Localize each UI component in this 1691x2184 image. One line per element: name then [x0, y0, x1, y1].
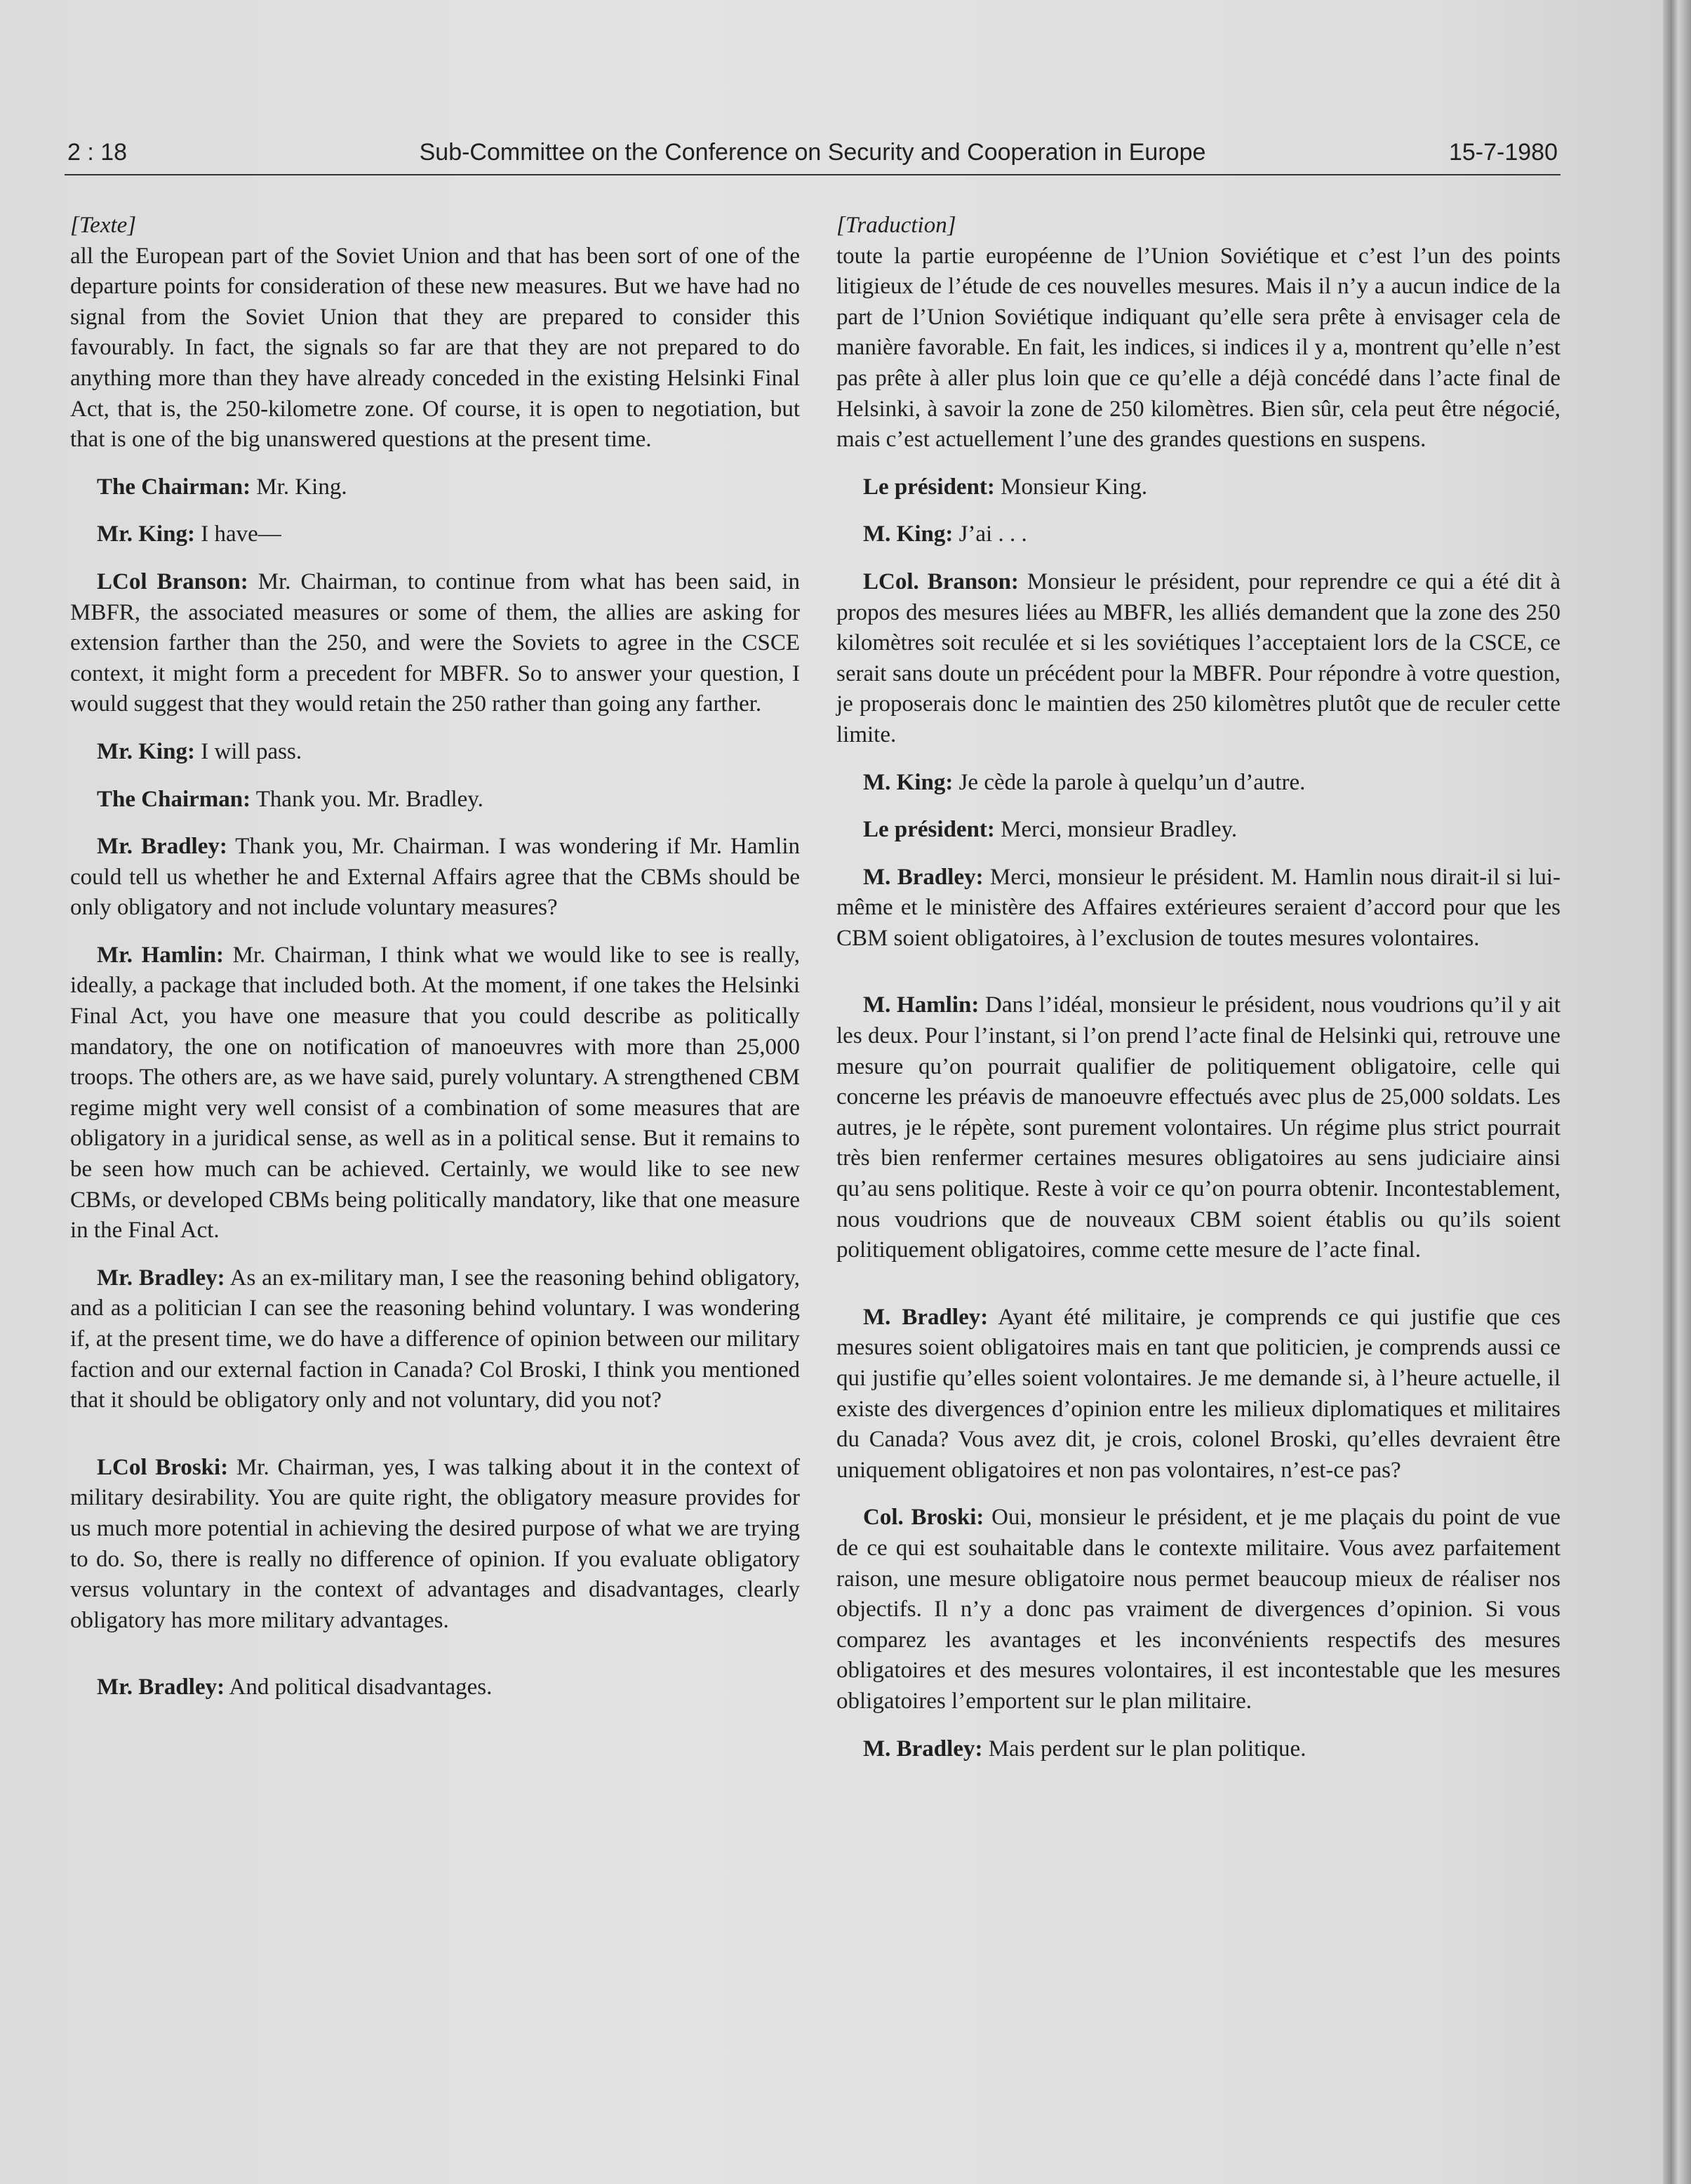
speech-text: Oui, monsieur le président, et je me plaçais du point de vue de ce qui est souhaitable dans le contexte militaire. Vous avez parfaitement raison, une mesure obligatoire nous permet beaucoup mieux de réaliser nos objectifs. Il n’y a donc pas vraiment de divergences d’opinion. Si vous comparez les avantages et les inconvénients respectifs des mesures obligatoires et des mesures volontaires, il est incontestable que les mesures obligatoires l’emportent sur le plan militaire.: [836, 1505, 1560, 1714]
speaker-name: The Chairman:: [97, 474, 251, 500]
speech-turn: [836, 1303, 1560, 1486]
speech-text: Mais perdent sur le plan politique.: [982, 1736, 1306, 1762]
speaker-name: Mr. Bradley:: [97, 1674, 225, 1700]
speech-text: I have—: [194, 521, 281, 547]
speaker-name: M. Bradley:: [863, 1736, 983, 1762]
column-label-texte: [Texte]: [70, 213, 137, 238]
speech-turn: [70, 472, 800, 503]
speech-text: I will pass.: [194, 738, 302, 764]
speaker-name: Col. Broski:: [863, 1505, 984, 1531]
speech-text: Thank you. Mr. Bradley.: [250, 786, 483, 812]
page-edge-shadow: [1663, 0, 1691, 2184]
speaker-name: M. Hamlin:: [863, 992, 980, 1018]
speech-text: Ayant été militaire, je comprends ce qui justifie que ces mesures soient obligatoires mais en tant que politicien, je comprends aussi ce qui justifie qu’elles soient volontaires. Je me demande si, à l’heure actuelle, il existe des divergences d’opinion entre les milieux diplomatiques et militaires du Canada? Vous avez dit, je crois, colonel Broski, qu’elles devraient être uniquement obligatoires et non pas volontaires, n’est-ce pas?: [836, 1304, 1561, 1483]
speech-turn: [70, 1263, 800, 1416]
speech-turn: [836, 1503, 1560, 1717]
continuation-paragraph: all the European part of the Soviet Union and that has been sort of one of the departure points for consideration of these new measures. But we have had no signal from the Soviet Union that they are prepared to consider this favourably. In fact, the signals so far are that they are not prepared to do anything more than they have already conceded in the existing Helsinki Final Act, that is, the 250-kilometre zone. Of course, it is open to negotiation, but that is one of the big unanswered questions at the present time.: [70, 243, 800, 453]
speaker-name: LCol Broski:: [97, 1454, 229, 1480]
speaker-name: Mr. King:: [97, 521, 195, 547]
speech-text: Je cède la parole à quelqu’un d’autre.: [953, 769, 1306, 795]
speech-turn: [70, 737, 800, 768]
speech-turn: [70, 1672, 800, 1703]
speaker-name: LCol Branson:: [97, 568, 248, 594]
continuation-paragraph: toute la partie européenne de l’Union Soviétique et c’est l’un des points litigieux de l’étude de ces nouvelles mesures. Mais il n’y a aucun indice de la part de l’Union Soviétique indiquant qu’elle sera prête à envisager cela de manière favorable. En fait, les indices, si indices il y a, montrent qu’elle n’est pas prête à aller plus loin que ce qu’elle a déjà concédé dans l’acte final de Helsinki, à savoir la zone de 250 kilomètres. Bien sûr, cela peut être négocié, mais c’est actuellement l’une des grandes questions en suspens.: [836, 243, 1560, 453]
speech-text: Monsieur King.: [994, 474, 1148, 500]
speech-turn: [836, 472, 1560, 503]
speaker-name: Mr. Bradley:: [97, 1265, 225, 1291]
speech-turn: [836, 519, 1560, 550]
speaker-name: Le président:: [863, 474, 995, 500]
speech-text: Mr. Chairman, yes, I was talking about it in the context of military desirability. You are quite right, the obligatory measure provides for us much more potential in achieving the desired purpose of what we are trying to do. So, there is really no difference of opinion. If you evaluate obligatory versus voluntary in the context of advantages and disadvantages, clearly obligatory has more military advantages.: [70, 1454, 800, 1633]
speech-turn: [70, 1453, 800, 1637]
speech-turn: [70, 519, 800, 550]
english-column: [70, 211, 800, 1703]
speech-turn: [836, 567, 1560, 751]
header-title: Sub-Committee on the Conference on Security and Cooperation in Europe: [419, 139, 1206, 166]
speaker-name: The Chairman:: [97, 786, 251, 812]
speaker-name: Mr. Bradley:: [97, 834, 227, 860]
speech-turn: [70, 832, 800, 924]
speech-turn: [836, 1734, 1560, 1765]
speaker-name: LCol. Branson:: [863, 568, 1019, 594]
speech-text: J’ai . . .: [953, 521, 1027, 547]
speech-turn: [836, 768, 1560, 799]
speech-text: And political disadvantages.: [225, 1674, 493, 1700]
page-number: 2 : 18: [67, 139, 128, 166]
speech-text: Dans l’idéal, monsieur le président, nous voudrions qu’il y ait les deux. Pour l’instant, si l’on prend l’acte final de Helsinki qui, retrouve une mesure qu’on pourrait qualifier de politiquement obligatoire, celle qui concerne les préavis de manoeuvre effectués avec plus de 25,000 soldats. Les autres, je le répète, sont purement volontaires. Un régime plus strict pourrait très bien renfermer certaines mesures obligatoires au sens judiciaire ainsi qu’au sens politique. Reste à voir ce qu’on pourra obtenir. Incontestablement, nous voudrions que de nouveaux CBM soient établis ou qu’ils soient politiquement obligatoires, comme cette mesure de l’acte final.: [836, 992, 1561, 1263]
speech-turn: [836, 815, 1560, 846]
speech-turn: [836, 863, 1560, 954]
speech-text: Mr. Chairman, I think what we would like to see is really, ideally, a package that included both. At the moment, if one takes the Helsinki Final Act, you have one measure that you could describe as politically mandatory, the one on notification of manoeuvres with more than 25,000 troops. The others are, as we have said, purely voluntary. A strengthened CBM regime might very well consist of a combination of some measures that are obligatory in a juridical sense, as well as in a political sense. But it remains to be seen how much can be achieved. Certainly, we would like to see new CBMs, or developed CBMs being politically mandatory, like that one measure in the Final Act.: [70, 942, 800, 1244]
speech-turn: [70, 785, 800, 815]
speaker-name: M. King:: [863, 769, 954, 795]
speech-text: Mr. King.: [250, 474, 347, 500]
speech-text: Merci, monsieur le président. M. Hamlin nous dirait-il si lui-même et le ministère des Affaires extérieures seraient d’accord pour que les CBM soient obligatoires, à l’exclusion de toutes mesures volontaires.: [836, 864, 1560, 951]
speaker-name: M. King:: [863, 521, 954, 547]
speech-text: Merci, monsieur Bradley.: [994, 817, 1238, 843]
speaker-name: Mr. Hamlin:: [97, 942, 224, 968]
running-header: [65, 138, 1560, 175]
column-label-traduction: [Traduction]: [836, 213, 956, 238]
speaker-name: M. Bradley:: [863, 1304, 989, 1330]
speech-turn: [70, 940, 800, 1246]
speech-text: As an ex-military man, I see the reasoning behind obligatory, and as a politician I can see the reasoning behind voluntary. I was wondering if, at the present time, we do have a difference of opinion between our military faction and our external faction in Canada? Col Broski, I think you mentioned that it should be obligatory only and not voluntary, did you not?: [70, 1265, 800, 1413]
speech-turn: [70, 567, 800, 720]
speech-text: Mr. Chairman, to continue from what has been said, in MBFR, the associated measures or some of them, the allies are asking for extension farther than the 250, and were the Soviets to agree in the CSCE context, it might form a precedent for MBFR. So to answer your question, I would suggest that they would retain the 250 rather than going any farther.: [70, 568, 800, 717]
french-column: [836, 211, 1560, 1764]
speech-text: Monsieur le président, pour reprendre ce qui a été dit à propos des mesures liées au MBFR, les alliés demandent que la zone des 250 kilomètres soit reculée et si les soviétiques l’acceptaient lors de la CSCE, ce serait sans doute un précédent pour la MBFR. Pour répondre à votre question, je proposerais donc le maintien des 250 kilomètres plutôt que de reculer cette limite.: [836, 568, 1560, 747]
header-date: 15-7-1980: [1448, 139, 1558, 166]
speaker-name: Mr. King:: [97, 738, 195, 764]
speaker-name: Le président:: [863, 817, 995, 843]
speaker-name: M. Bradley:: [863, 864, 984, 890]
speech-turn: [836, 990, 1560, 1265]
speech-text: Thank you, Mr. Chairman. I was wondering if Mr. Hamlin could tell us whether he and External Affairs agree that the CBMs should be only obligatory and not include voluntary measures?: [70, 834, 800, 921]
